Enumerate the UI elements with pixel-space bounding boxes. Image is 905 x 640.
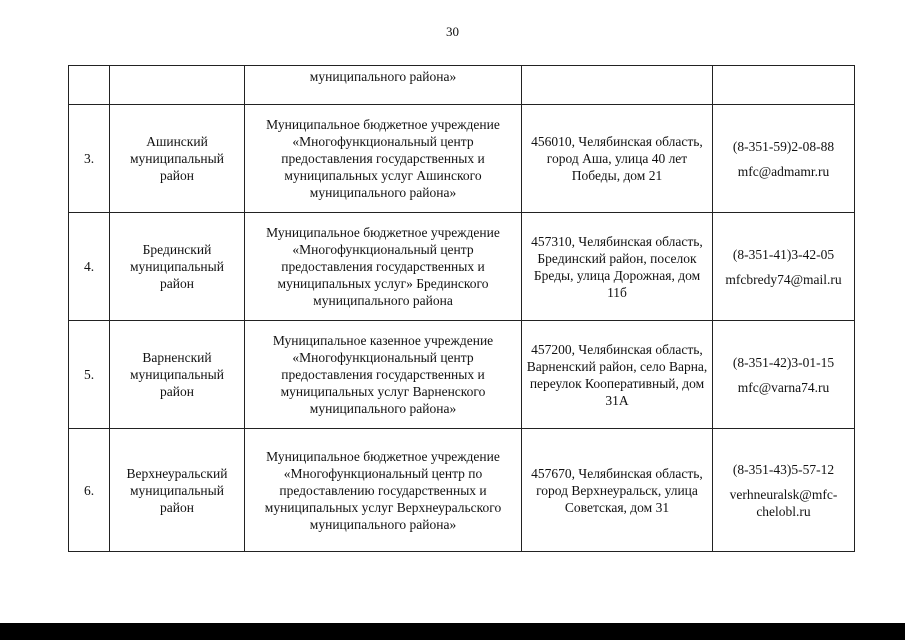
email-text: mfc@admamr.ru — [737, 163, 830, 179]
contact-cell — [713, 321, 855, 429]
scan-edge-bar — [0, 623, 905, 640]
phone-text: (8-351-41)3-42-05 — [732, 246, 835, 262]
organization-cell: Муниципальное бюджетное учреждение «Многофункциональный центр по предоставлению государственных и муниципальных услуг Верхнеуральского муниципального района» — [245, 429, 522, 552]
address-cell: 457200, Челябинская область, Варненский район, село Варна, переулок Кооперативный, дом 31А — [522, 321, 713, 429]
address-cell: 457310, Челябинская область, Брединский район, поселок Бреды, улица Дорожная, дом 11б — [522, 213, 713, 321]
contact-cell — [713, 105, 855, 213]
phone-text: (8-351-43)5-57-12 — [732, 461, 835, 477]
address-cell: 457670, Челябинская область, город Верхнеуральск, улица Советская, дом 31 — [522, 429, 713, 552]
contact-cell — [713, 429, 855, 552]
email-text: mfcbredy74@mail.ru — [725, 271, 842, 287]
address-cell: 456010, Челябинская область, город Аша, улица 40 лет Победы, дом 21 — [522, 105, 713, 213]
email-text: mfc@varna74.ru — [737, 379, 830, 395]
district-cell — [110, 66, 245, 105]
table-row — [69, 66, 855, 105]
table-row — [69, 105, 855, 213]
row-number: 5. — [69, 321, 110, 429]
contact-cell — [713, 66, 855, 105]
mfc-table — [68, 65, 855, 552]
table-row — [69, 213, 855, 321]
organization-cell: муниципального района» — [245, 66, 522, 105]
row-number: 6. — [69, 429, 110, 552]
organization-cell: Муниципальное казенное учреждение «Многофункциональный центр предоставления государственных и муниципальных услуг Варненского муниципального района» — [245, 321, 522, 429]
district-cell: Верхнеуральский муниципальный район — [110, 429, 245, 552]
district-cell: Брединский муниципальный район — [110, 213, 245, 321]
district-cell: Ашинский муниципальный район — [110, 105, 245, 213]
table-row — [69, 429, 855, 552]
organization-cell: Муниципальное бюджетное учреждение «Многофункциональный центр предоставления государственных и муниципальных услуг Ашинского муниципального района» — [245, 105, 522, 213]
address-cell — [522, 66, 713, 105]
contact-cell — [713, 213, 855, 321]
phone-text: (8-351-42)3-01-15 — [732, 354, 835, 370]
row-number — [69, 66, 110, 105]
table-row — [69, 321, 855, 429]
page-number: 30 — [446, 24, 459, 39]
email-text: verhneuralsk@mfc-chelobl.ru — [729, 486, 838, 519]
row-number: 3. — [69, 105, 110, 213]
phone-text: (8-351-59)2-08-88 — [732, 138, 835, 154]
organization-cell: Муниципальное бюджетное учреждение «Многофункциональный центр предоставления государственных и муниципальных услуг» Брединского муниципального района — [245, 213, 522, 321]
district-cell: Варненский муниципальный район — [110, 321, 245, 429]
row-number: 4. — [69, 213, 110, 321]
